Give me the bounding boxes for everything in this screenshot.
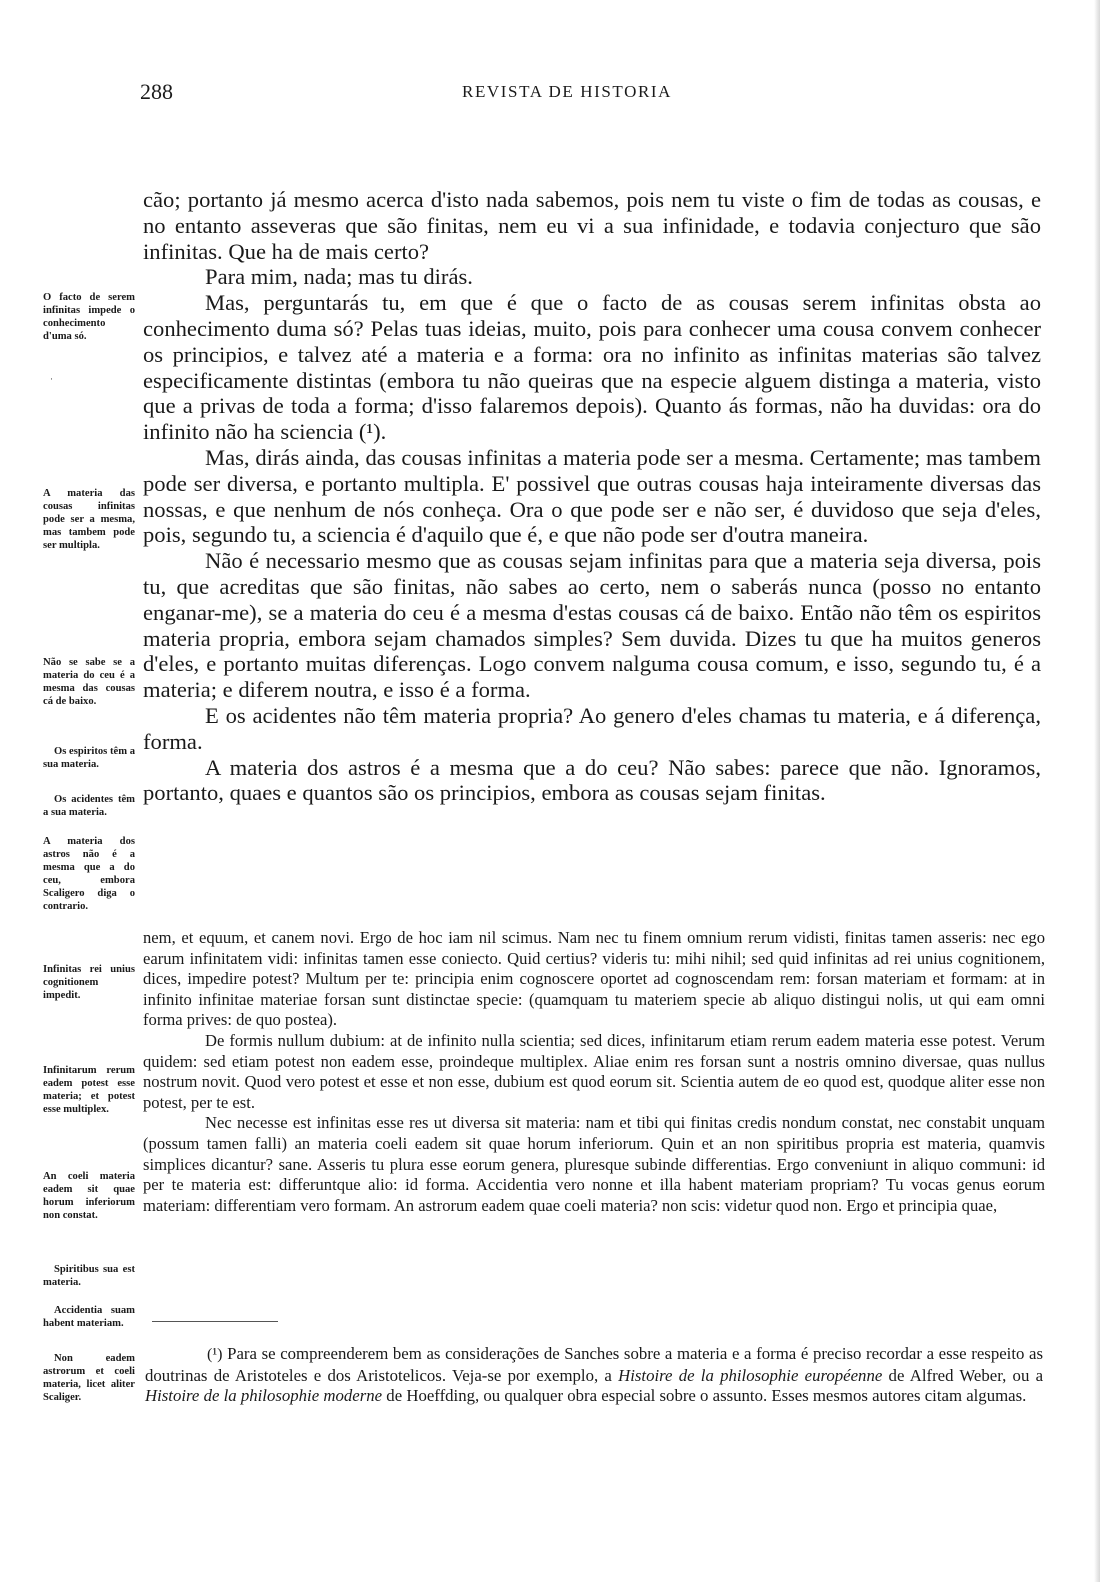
- paragraph: Nec necesse est infinitas esse res ut diversa sit materia: nam et tibi qui finitas credis nondum constat, nec constabit unquam (possum tamen falli) an materia coeli eadem sit quae horum inferiorum. Quin et an non spiritibus propria est materia, quamvis simplices dicantur? sane. Asseris tu plura esse eorum genera, pluresque subinde differentias. Ergo conveniunt in aliquo communi: id per te materia est: differuntque alio: id forma. Accidentia vero nonne et illa habent materiam propriam? Tu vocas genus eorum materiam: differentiam vero formam. An astrorum eadem quae coeli materia? non scis: videtur quod non. Ergo et principia quae,: [143, 1113, 1045, 1215]
- footnote: [145, 1344, 1043, 1407]
- side-note-9: An coeli materia eadem sit quae horum inferiorum non constat.: [43, 1171, 135, 1221]
- paragraph: Para mim, nada; mas tu dirás.: [205, 264, 473, 290]
- paragraph: Mas, perguntarás tu, em que é que o facto de as cousas serem infinitas obsta ao conhecimento duma só? Pelas tuas ideias, muito, pois para conhecer uma cousa convem conhecer os principios, e talvez até a materia e a forma: ora no infinito as infinitas materias são talvez especificamente distintas (embora tu não queiras que na especie alguem distinga a materia, visto que a privas de toda a forma; d'isso falaremos depois). Quanto ás formas, não ha duvidas: ora do infinito não ha sciencia (¹).: [143, 290, 1041, 445]
- side-note-1: O facto de serem infinitas impede o conhecimento d'uma só.: [43, 292, 135, 342]
- side-note-7: Infinitas rei unius cognitionem impedit.: [43, 964, 135, 1001]
- paragraph: cão; portanto já mesmo acerca d'isto nada sabemos, pois nem tu viste o fim de todas as cousas, e no entanto asseveras que são finitas, nem eu vi a sua infinidade, e todavia conjecturo que são infinitas. Que ha de mais certo?: [143, 187, 1041, 264]
- footnote-work-title: Histoire de la philosophie européenne: [618, 1365, 883, 1385]
- footnote-text: Para se compreenderem bem as considerações de Sanches sobre a materia e a forma é preciso recordar a esse respeito as doutrinas de Aristoteles e dos Aristotelicos. Veja-se por exemplo, a: [145, 1344, 1044, 1385]
- latin-original-text: [143, 928, 1045, 1216]
- side-note-3: Não se sabe se a materia do ceu é a mesma das cousas cá de baixo.: [43, 657, 135, 707]
- side-note-12: Non eadem astrorum et coeli materia, licet aliter Scaliger.: [43, 1353, 135, 1403]
- side-note-4: Os espiritos têm a sua materia.: [43, 746, 135, 770]
- paragraph: E os acidentes não têm materia propria? Ao genero d'eles chamas tu materia, e á diferença, forma.: [143, 702, 1041, 754]
- side-note-10: Spiritibus sua est materia.: [43, 1264, 135, 1288]
- footnote-text: de Hoeffding, ou qualquer obra especial sobre o assunto. Esses mesmos autores citam algumas.: [386, 1386, 1027, 1406]
- side-note-6: A materia dos astros não é a mesma que a do ceu, embora Scaligero diga o contrario.: [43, 836, 135, 912]
- side-note-11: Accidentia suam habent materiam.: [43, 1305, 135, 1329]
- footnote-marker: (¹): [207, 1346, 223, 1363]
- side-note-8: Infinitarum rerum eadem potest esse materia; et potest esse multiplex.: [43, 1065, 135, 1115]
- paragraph: A materia dos astros é a mesma que a do ceu? Não sabes: parece que não. Ignoramos, portanto, quaes e quantos são os principios, embora as cousas sejam finitas.: [143, 754, 1041, 806]
- paragraph: nem, et equum, et canem novi. Ergo de hoc iam nil scimus. Nam nec tu finem omnium rerum vidisti, finitas tamen asseris: nec ego earum infinitatem vidi: infinitas tamen esse coniecto. Quid certius? videris tu: mihi nihil; sed quid infinitas ad rei unius cognitionem, dices, impedire potest? Multum per te: principia enim cognoscere oportet ad cognoscendam rem: forsan materiam et formam: at in infinito infinitae materiae forsan sunt distinctae specie: (quamquam tu materiem specie ab aliquo distingui nolis, ut qui eam omni forma prives: de quo postea).: [143, 928, 1045, 1030]
- paragraph: Não é necessario mesmo que as cousas sejam infinitas para que a materia seja diversa, pois tu, que acreditas que são finitas, não sabes ao certo, nem o saberás nunca (posso no entanto enganar-me), se a materia do ceu é a mesma d'estas cousas cá de baixo. Então não têm os espiritos materia propria, embora sejam chamados simples? Sem duvida. Dizes tu que ha muitos generos d'eles, e portanto muitas diferenças. Logo convem nalguma cousa comum, e isso, segundo tu, é a materia; e diferem noutra, e isso é a forma.: [143, 548, 1041, 703]
- side-note-5: Os acidentes têm a sua materia.: [43, 794, 135, 818]
- footnote-text: de Alfred Weber, ou a: [888, 1365, 1044, 1385]
- footnote-divider: [152, 1321, 278, 1322]
- side-note-2: A materia das cousas infinitas pode ser a mesma, mas tambem pode ser multipla.: [43, 488, 135, 551]
- running-head: [140, 79, 1038, 103]
- paragraph: De formis nullum dubium: at de infinito nulla scientia; sed dices, infinitarum etiam rerum eadem materia esse potest. Verum quidem: sed etiam potest non eadem esse, proindeque multiplex. Aliae enim res forsan sunt a nostris omnino diversae, quas nullus nostrum novit. Quod vero potest et esse et non esse, dubium est quod eorum sit. Scientia autem de eo quod est, quodque aliter esse non potest, per te est.: [143, 1030, 1045, 1112]
- page-edge-shadow: [1094, 0, 1100, 1582]
- page-number: 288: [140, 79, 173, 104]
- footnote-work-title: Histoire de la philosophie moderne: [145, 1386, 383, 1406]
- journal-title: REVISTA DE HISTORIA: [462, 82, 673, 101]
- portuguese-translation: [143, 187, 1041, 806]
- paragraph: Mas, dirás ainda, das cousas infinitas a materia pode ser a mesma. Certamente; mas tambem pode ser diversa, e portanto multipla. E' possivel que outras cousas haja inteiramente diversas das nossas, e que nenhum de nós conheça. Ora o que pode ser e não ser, é duvidoso que seja d'eles, pois, segundo tu, a sciencia é d'aquilo que é, e que não pode ser d'outra maneira.: [143, 444, 1041, 548]
- margin-dot: ·: [50, 374, 53, 384]
